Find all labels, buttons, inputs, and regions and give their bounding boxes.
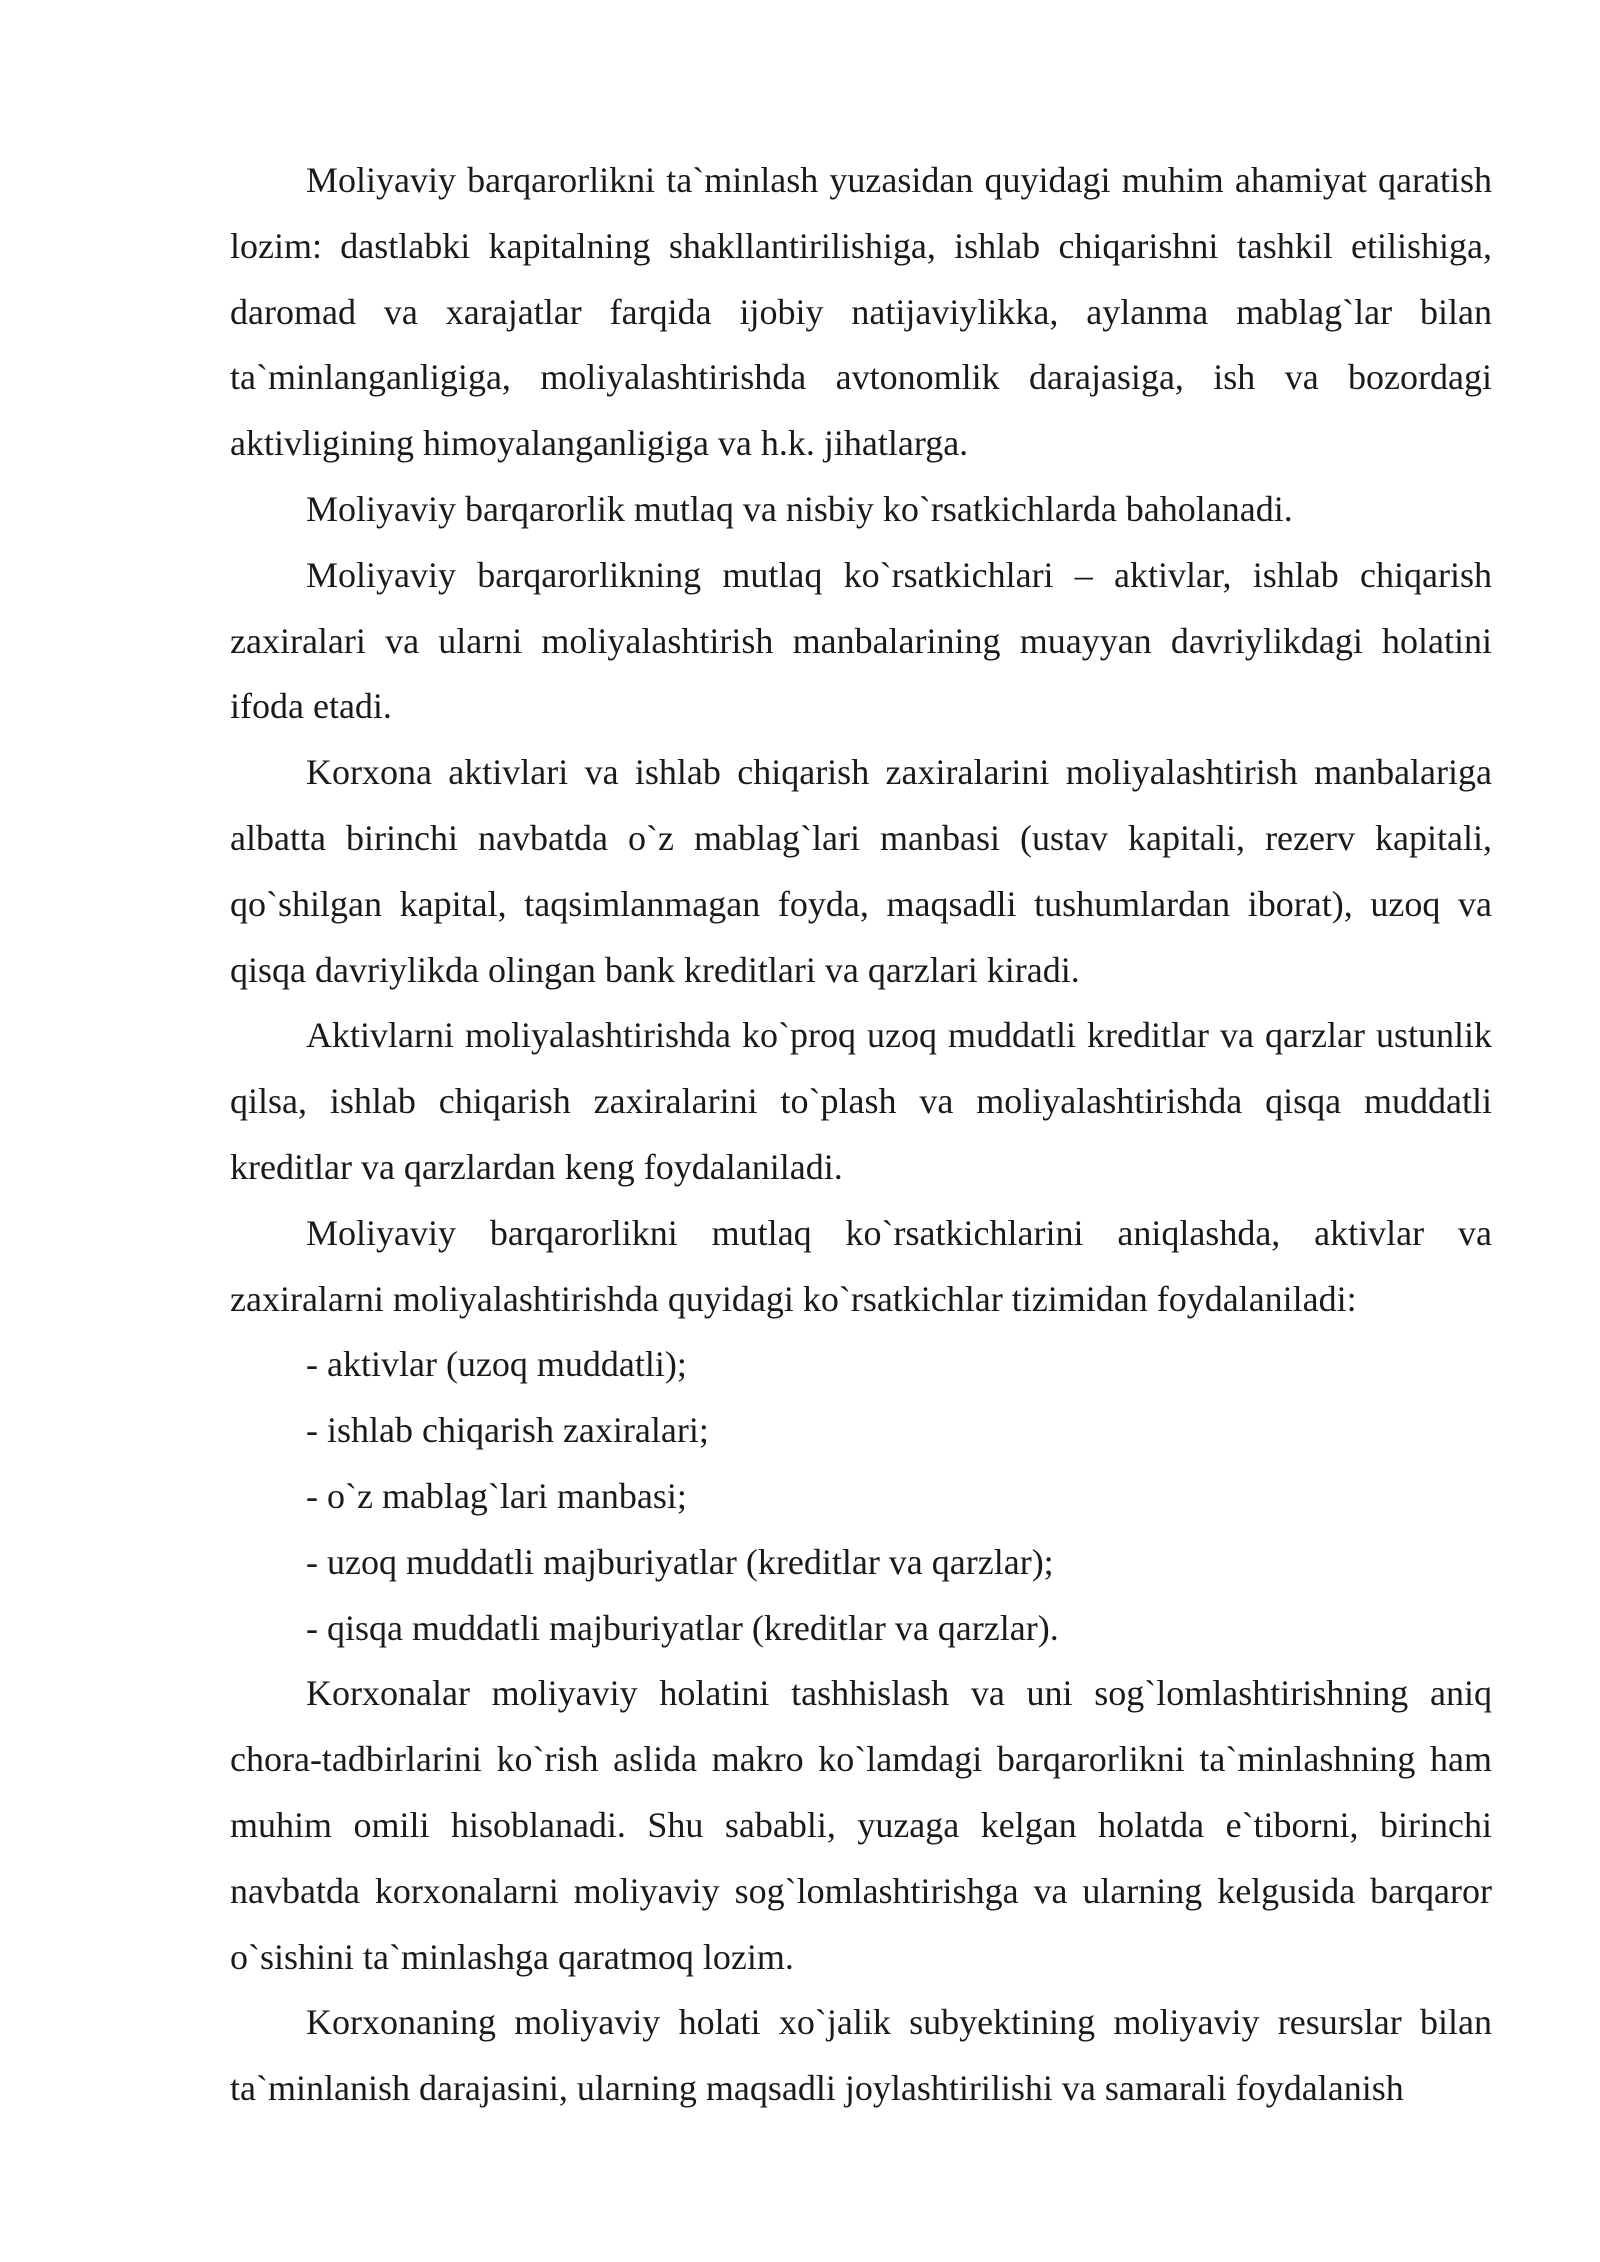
paragraph-financial-condition: Korxonaning moliyaviy holati xo`jalik subyektining moliyaviy resurslar bilan ta`minlanish darajasini, ularning maqsadli joylashtirilishi va samarali foydalanish <box>230 2002 1492 2109</box>
paragraph-financial-stability-aspects: Moliyaviy barqarorlikni ta`minlash yuzasidan quyidagi muhim ahamiyat qaratish lozim: dastlabki kapitalning shakllantirilishiga, ishlab chiqarishni tashkil etilishiga, daromad va xarajatlar farqida ijobiy natijaviylikka, aylanma mablag`lar bilan ta`minlanganligiga, moliyalashtirishda avtonomlik darajasiga, ish va bozordagi aktivligining himoyalanganligiga va h.k. jihatlarga. <box>230 160 1492 464</box>
document-page <box>230 148 1492 2121</box>
paragraph-diagnosis-recovery: Korxonalar moliyaviy holatini tashhislash va uni sog`lomlashtirishning aniq chora-tadbirlarini ko`rish aslida makro ko`lamdagi barqarorlikni ta`minlashning ham muhim omili hisoblanadi. Shu sababli, yuzaga kelgan holatda e`tiborni, birinchi navbatda korxonalarni moliyaviy sog`lomlashtirishga va ularning kelgusida barqaror o`sishini ta`minlashga qaratmoq lozim. <box>230 1673 1492 1977</box>
paragraph-absolute-indicators: Moliyaviy barqarorlikning mutlaq ko`rsatkichlari – aktivlar, ishlab chiqarish zaxiralari va ularni moliyalashtirish manbalarining muayyan davriylikdagi holatini ifoda etadi. <box>230 554 1492 727</box>
paragraph-indicator-system: Moliyaviy barqarorlikni mutlaq ko`rsatkichlarini aniqlashda, aktivlar va zaxiralarni moliyalashtirishda quyidagi ko`rsatkichlar tizimidan foydalaniladi: <box>230 1212 1492 1319</box>
paragraph-assessment-indicators: Moliyaviy barqarorlik mutlaq va nisbiy ko`rsatkichlarda baholanadi. <box>306 488 1293 529</box>
list-item: - aktivlar (uzoq muddatli); <box>306 1344 687 1385</box>
paragraph-financing-sources: Korxona aktivlari va ishlab chiqarish zaxiralarini moliyalashtirish manbalariga albatta birinchi navbatda o`z mablag`lari manbasi (ustav kapitali, rezerv kapitali, qo`shilgan kapital, taqsimlanmagan foyda, maqsadli tushumlardan iborat), uzoq va qisqa davriylikda olingan bank kreditlari va qarzlari kiradi. <box>230 752 1492 990</box>
list-item: - o`z mablag`lari manbasi; <box>306 1475 687 1516</box>
indicator-list <box>230 1332 1492 1661</box>
paragraph-financial-condition-wrapper <box>230 1990 1492 2121</box>
list-item: - ishlab chiqarish zaxiralari; <box>306 1410 709 1451</box>
list-item: - uzoq muddatli majburiyatlar (kreditlar va qarzlar); <box>306 1541 1054 1582</box>
list-item: - qisqa muddatli majburiyatlar (kreditlar va qarzlar). <box>306 1607 1059 1648</box>
paragraph-asset-financing: Aktivlarni moliyalashtirishda ko`proq uzoq muddatli kreditlar va qarzlar ustunlik qilsa, ishlab chiqarish zaxiralarini to`plash va moliyalashtirishda qisqa muddatli kreditlar va qarzlardan keng foydalaniladi. <box>230 1015 1492 1187</box>
